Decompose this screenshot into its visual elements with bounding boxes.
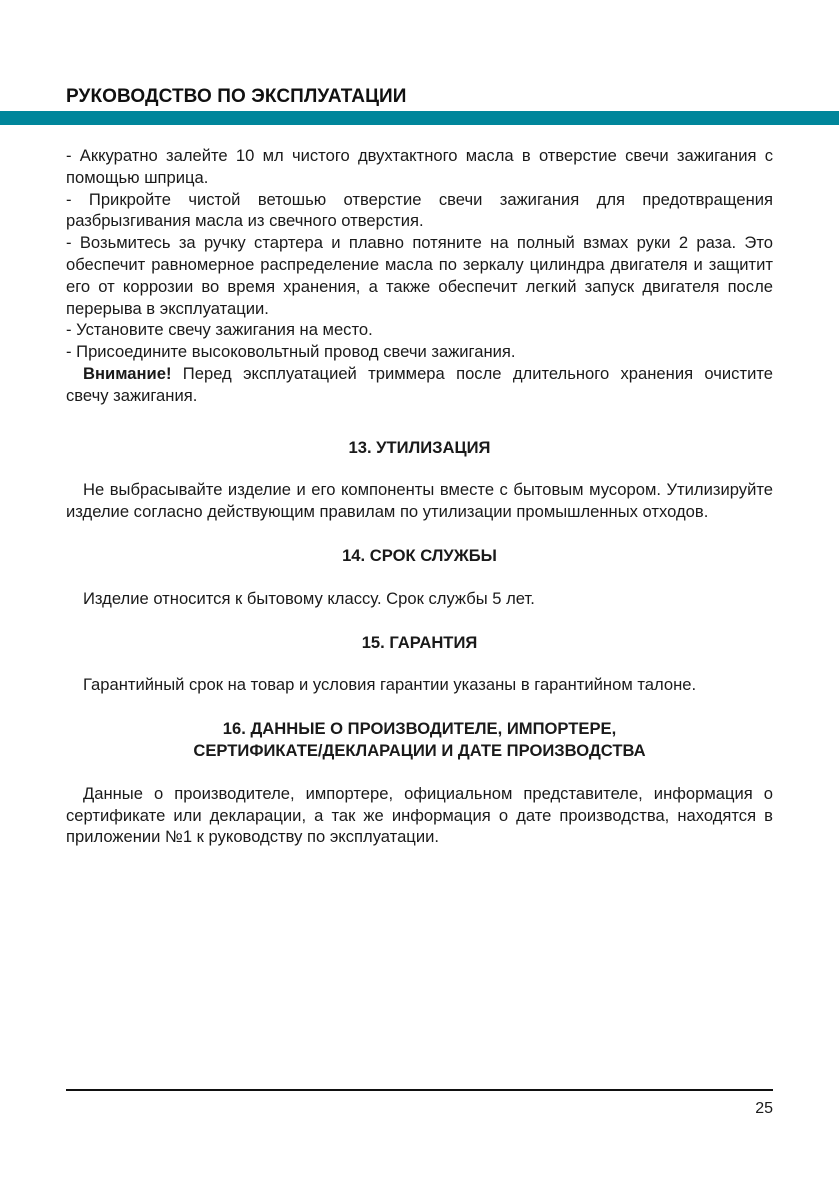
storage-step-4: - Установите свечу зажигания на место. <box>66 320 373 340</box>
attention-text: Перед эксплуатацией триммера после длительного хранения очистите свечу зажигания. <box>66 363 773 405</box>
page-content <box>66 145 773 848</box>
storage-step-1: - Аккуратно залейте 10 мл чистого двухтактного масла в отверстие свечи зажигания с помощью шприца. <box>66 146 773 187</box>
page-number: 25 <box>755 1100 773 1117</box>
section-title-manufacturer-line-1: 16. ДАННЫЕ О ПРОИЗВОДИТЕЛЕ, ИМПОРТЕРЕ, <box>222 719 617 739</box>
section-title-manufacturer <box>66 718 773 762</box>
section-text-manufacturer: Данные о производителе, импортере, официальном представителе, информация о сертификате или декларации, а так же информация о дате производства, находятся в приложении №1 к руководству по эксплуатации. <box>66 783 773 847</box>
storage-step-2: - Прикройте чистой ветошью отверстие свечи зажигания для предотвращения разбрызгивания масла из свечного отверстия. <box>66 189 773 231</box>
section-text-service-life: Изделие относится к бытовому классу. Срок службы 5 лет. <box>83 588 535 608</box>
section-title-disposal: 13. УТИЛИЗАЦИЯ <box>348 437 491 457</box>
page-header-title: РУКОВОДСТВО ПО ЭКСПЛУАТАЦИИ <box>66 86 407 107</box>
attention-label: Внимание! <box>83 363 172 383</box>
section-title-service-life: 14. СРОК СЛУЖБЫ <box>342 545 497 565</box>
section-title-warranty: 15. ГАРАНТИЯ <box>361 632 478 652</box>
footer-rule <box>66 1089 773 1091</box>
header-color-bar <box>0 111 839 125</box>
section-text-disposal: Не выбрасывайте изделие и его компоненты вместе с бытовым мусором. Утилизируйте изделие согласно действующим правилам по утилизации промышленных отходов. <box>66 480 773 522</box>
storage-step-5: - Присоедините высоковольтный провод свечи зажигания. <box>66 342 516 362</box>
section-text-warranty: Гарантийный срок на товар и условия гарантии указаны в гарантийном талоне. <box>83 675 697 695</box>
attention-note <box>66 363 773 407</box>
section-title-manufacturer-line-2: СЕРТИФИКАТЕ/ДЕКЛАРАЦИИ И ДАТЕ ПРОИЗВОДСТВА <box>193 740 646 760</box>
storage-step-3: - Возьмитесь за ручку стартера и плавно потяните на полный взмах руки 2 раза. Это обеспечит равномерное распределение масла по зеркалу цилиндра двигателя и защитит его от коррозии во время хранения, а также обеспечит легкий запуск двигателя после перерыва в эксплуатации. <box>66 233 773 318</box>
